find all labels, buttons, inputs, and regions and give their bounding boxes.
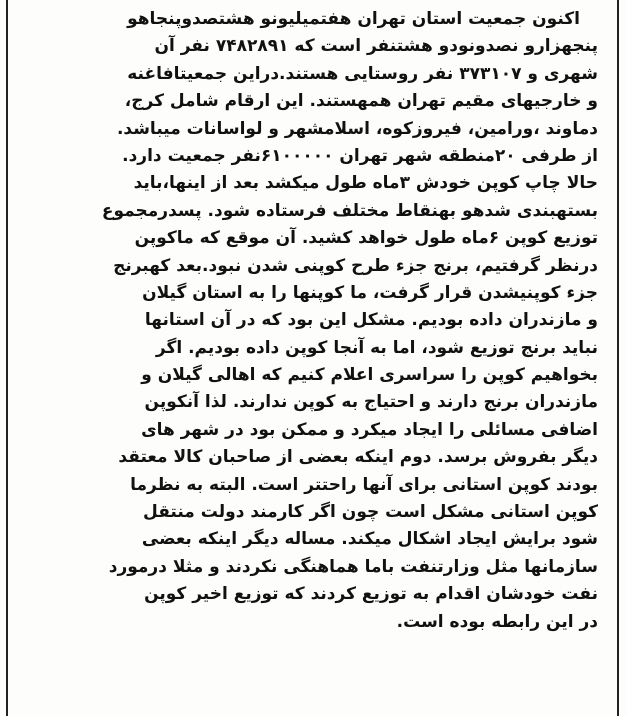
text-line-23: در این رابطه بوده است. — [396, 611, 598, 632]
text-line-16: اضافی مسائلی را ایجاد میکرد و ممکن بود در شهر های — [141, 419, 598, 440]
text-line-1: اکنون جمعیت استان تهران هفتمیلیونو هشتصدوپنجاهو — [127, 9, 580, 29]
text-line-20: شود برایش ایجاد اشکال میکند. مساله دیگر اینکه بعضی — [141, 529, 598, 550]
text-line-2: پنجهزارو نصدونودو هشتنفر است که ۷۴۸۲۸۹۱ نفر آن — [154, 36, 598, 57]
column-rule-right — [617, 0, 619, 716]
text-line-13: نباید برنج توزیع شود، اما به آنجا کوپن داده بودیم. اگر — [155, 337, 598, 358]
text-line-22: نفت خودشان اقدام به توزیع کردند که توزیع اخیر کوپن — [144, 584, 598, 605]
text-line-21: سازمانها مثل وزارتنفت باما هماهنگی نکردند و مثلا درمورد — [108, 556, 598, 577]
text-line-10: درنظر گرفتیم، برنج جزء طرح کوپنی شدن نبود.بعد کهبرنج — [113, 255, 598, 276]
text-line-5: دماوند ،ورامین، فیروزکوه، اسلامشهر و لواسانات میباشد. — [116, 118, 598, 139]
column-rule-left — [6, 0, 8, 716]
text-line-6: از طرفی ۲۰منطقه شهر تهران ۶۱۰۰۰۰۰نفر جمعیت دارد. — [122, 145, 598, 166]
article-body — [20, 6, 598, 636]
text-line-18: بودند کوپن استانی برای آنها راحتتر است. البته به نظرما — [130, 474, 598, 495]
text-line-3: شهری و ۳۷۳۱۰۷ نفر روستایی هستند.دراین جمعیتافاغنه — [127, 63, 598, 84]
text-line-14: بخواهیم کوپن را سراسری اعلام کنیم که اهالی گیلان و — [141, 365, 598, 386]
text-line-11: جزء کوپنیشدن قرار گرفت، ما کوپنها را به استان گیلان — [142, 282, 598, 303]
text-line-15: مازندران برنج دارند و احتیاج به کوپن ندارند. لذا آنکوپن — [144, 392, 598, 413]
text-line-4: و خارجیهای مقیم تهران همهستند. این ارقام شامل کرج، — [124, 91, 598, 112]
text-line-19: کوپن استانی مشکل است چون اگر کارمند دولت منتقل — [143, 502, 598, 523]
text-line-17: دیگر بفروش برسد. دوم اینکه بعضی از صاحبان کالا معتقد — [118, 447, 598, 468]
text-line-9: توزیع کوپن ۶ماه طول خواهد کشید. آن موقع که ماکوپن — [134, 228, 598, 249]
text-line-12: و مازندران داده بودیم. مشکل این بود که در آن استانها — [144, 310, 598, 331]
text-line-8: بستهبندی شدهو بهنقاط مختلف فرستاده شود. پسدرمجموع — [101, 200, 598, 221]
text-line-7: حالا چاپ کوپن خودش ۳ماه طول میکشد بعد از اینها،باید — [133, 173, 598, 194]
